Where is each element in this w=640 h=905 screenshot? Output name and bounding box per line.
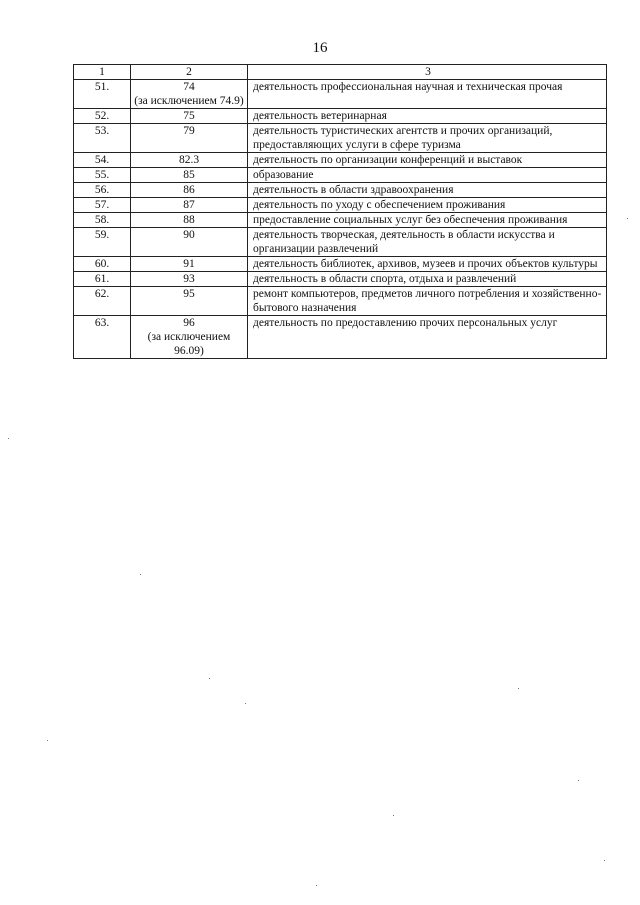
row-number: 56. bbox=[74, 183, 131, 198]
okved-code-cell bbox=[131, 287, 248, 316]
table-row bbox=[74, 80, 607, 109]
scan-speck bbox=[245, 703, 246, 704]
okved-code: 74 bbox=[183, 81, 195, 93]
okved-code-cell bbox=[131, 80, 248, 109]
okved-code: 96 bbox=[183, 317, 195, 329]
column-header: 3 bbox=[248, 65, 607, 80]
okved-code: 87 bbox=[183, 199, 195, 211]
page-number: 16 bbox=[312, 40, 328, 56]
okved-code-cell bbox=[131, 168, 248, 183]
scan-speck bbox=[627, 218, 628, 219]
okved-code: 75 bbox=[183, 110, 195, 122]
column-header: 1 bbox=[74, 65, 131, 80]
okved-code: 85 bbox=[183, 169, 195, 181]
okved-code-cell bbox=[131, 316, 248, 359]
row-number: 52. bbox=[74, 109, 131, 124]
okved-code-cell bbox=[131, 272, 248, 287]
okved-code: 79 bbox=[183, 125, 195, 137]
table-row bbox=[74, 287, 607, 316]
activity-description: образование bbox=[248, 168, 607, 183]
okved-code: 82.3 bbox=[178, 154, 200, 166]
table-row bbox=[74, 316, 607, 359]
okved-code-cell bbox=[131, 257, 248, 272]
okved-code: 90 bbox=[183, 229, 195, 241]
activity-description: деятельность в области спорта, отдыха и развлечений bbox=[248, 272, 607, 287]
okved-code-cell bbox=[131, 183, 248, 198]
row-number: 54. bbox=[74, 153, 131, 168]
activity-description: деятельность библиотек, архивов, музеев и прочих объектов культуры bbox=[248, 257, 607, 272]
okved-code-cell bbox=[131, 153, 248, 168]
activity-description: деятельность по предоставлению прочих персональных услуг bbox=[248, 316, 607, 359]
row-number: 63. bbox=[74, 316, 131, 359]
okved-code-cell bbox=[131, 124, 248, 153]
okved-code: 91 bbox=[183, 258, 195, 270]
okved-code: 95 bbox=[183, 288, 195, 300]
activity-description: деятельность по организации конференций и выставок bbox=[248, 153, 607, 168]
okved-code: 88 bbox=[183, 214, 195, 226]
okved-code: 86 bbox=[183, 184, 195, 196]
okved-code-cell bbox=[131, 213, 248, 228]
table-row bbox=[74, 213, 607, 228]
table-row bbox=[74, 228, 607, 257]
row-number: 61. bbox=[74, 272, 131, 287]
scan-speck bbox=[393, 815, 394, 816]
row-number: 59. bbox=[74, 228, 131, 257]
okved-code-cell bbox=[131, 198, 248, 213]
okved-code-exception: (за исключением 74.9) bbox=[134, 95, 244, 107]
okved-code-cell bbox=[131, 228, 248, 257]
okved-code-cell bbox=[131, 109, 248, 124]
row-number: 55. bbox=[74, 168, 131, 183]
activity-description: деятельность по уходу с обеспечением проживания bbox=[248, 198, 607, 213]
table-row bbox=[74, 153, 607, 168]
activity-description: деятельность туристических агентств и прочих организаций, предоставляющих услуги в сфере туризма bbox=[248, 124, 607, 153]
row-number: 53. bbox=[74, 124, 131, 153]
scan-speck bbox=[604, 860, 605, 861]
column-header: 2 bbox=[131, 65, 248, 80]
activity-description: деятельность в области здравоохранения bbox=[248, 183, 607, 198]
activity-description: деятельность творческая, деятельность в области искусства и организации развлечений bbox=[248, 228, 607, 257]
table-header-row bbox=[74, 65, 607, 80]
row-number: 60. bbox=[74, 257, 131, 272]
scan-speck bbox=[518, 688, 519, 689]
table-row bbox=[74, 198, 607, 213]
activity-description: деятельность профессиональная научная и техническая прочая bbox=[248, 80, 607, 109]
activity-description: ремонт компьютеров, предметов личного потребления и хозяйственно-бытового назначения bbox=[248, 287, 607, 316]
okved-code: 93 bbox=[183, 273, 195, 285]
row-number: 62. bbox=[74, 287, 131, 316]
table-row bbox=[74, 168, 607, 183]
table-row bbox=[74, 257, 607, 272]
table-row bbox=[74, 124, 607, 153]
table-row bbox=[74, 272, 607, 287]
scan-speck bbox=[8, 438, 9, 439]
table-body bbox=[74, 80, 607, 359]
activity-description: деятельность ветеринарная bbox=[248, 109, 607, 124]
row-number: 57. bbox=[74, 198, 131, 213]
activities-table bbox=[73, 64, 607, 359]
row-number: 51. bbox=[74, 80, 131, 109]
row-number: 58. bbox=[74, 213, 131, 228]
scan-speck bbox=[316, 885, 317, 886]
scan-speck bbox=[140, 574, 141, 575]
scan-speck bbox=[209, 678, 210, 679]
scan-speck bbox=[578, 780, 579, 781]
activity-description: предоставление социальных услуг без обеспечения проживания bbox=[248, 213, 607, 228]
scan-speck bbox=[47, 740, 48, 741]
okved-code-exception: (за исключением 96.09) bbox=[147, 331, 231, 357]
table-row bbox=[74, 183, 607, 198]
table-row bbox=[74, 109, 607, 124]
